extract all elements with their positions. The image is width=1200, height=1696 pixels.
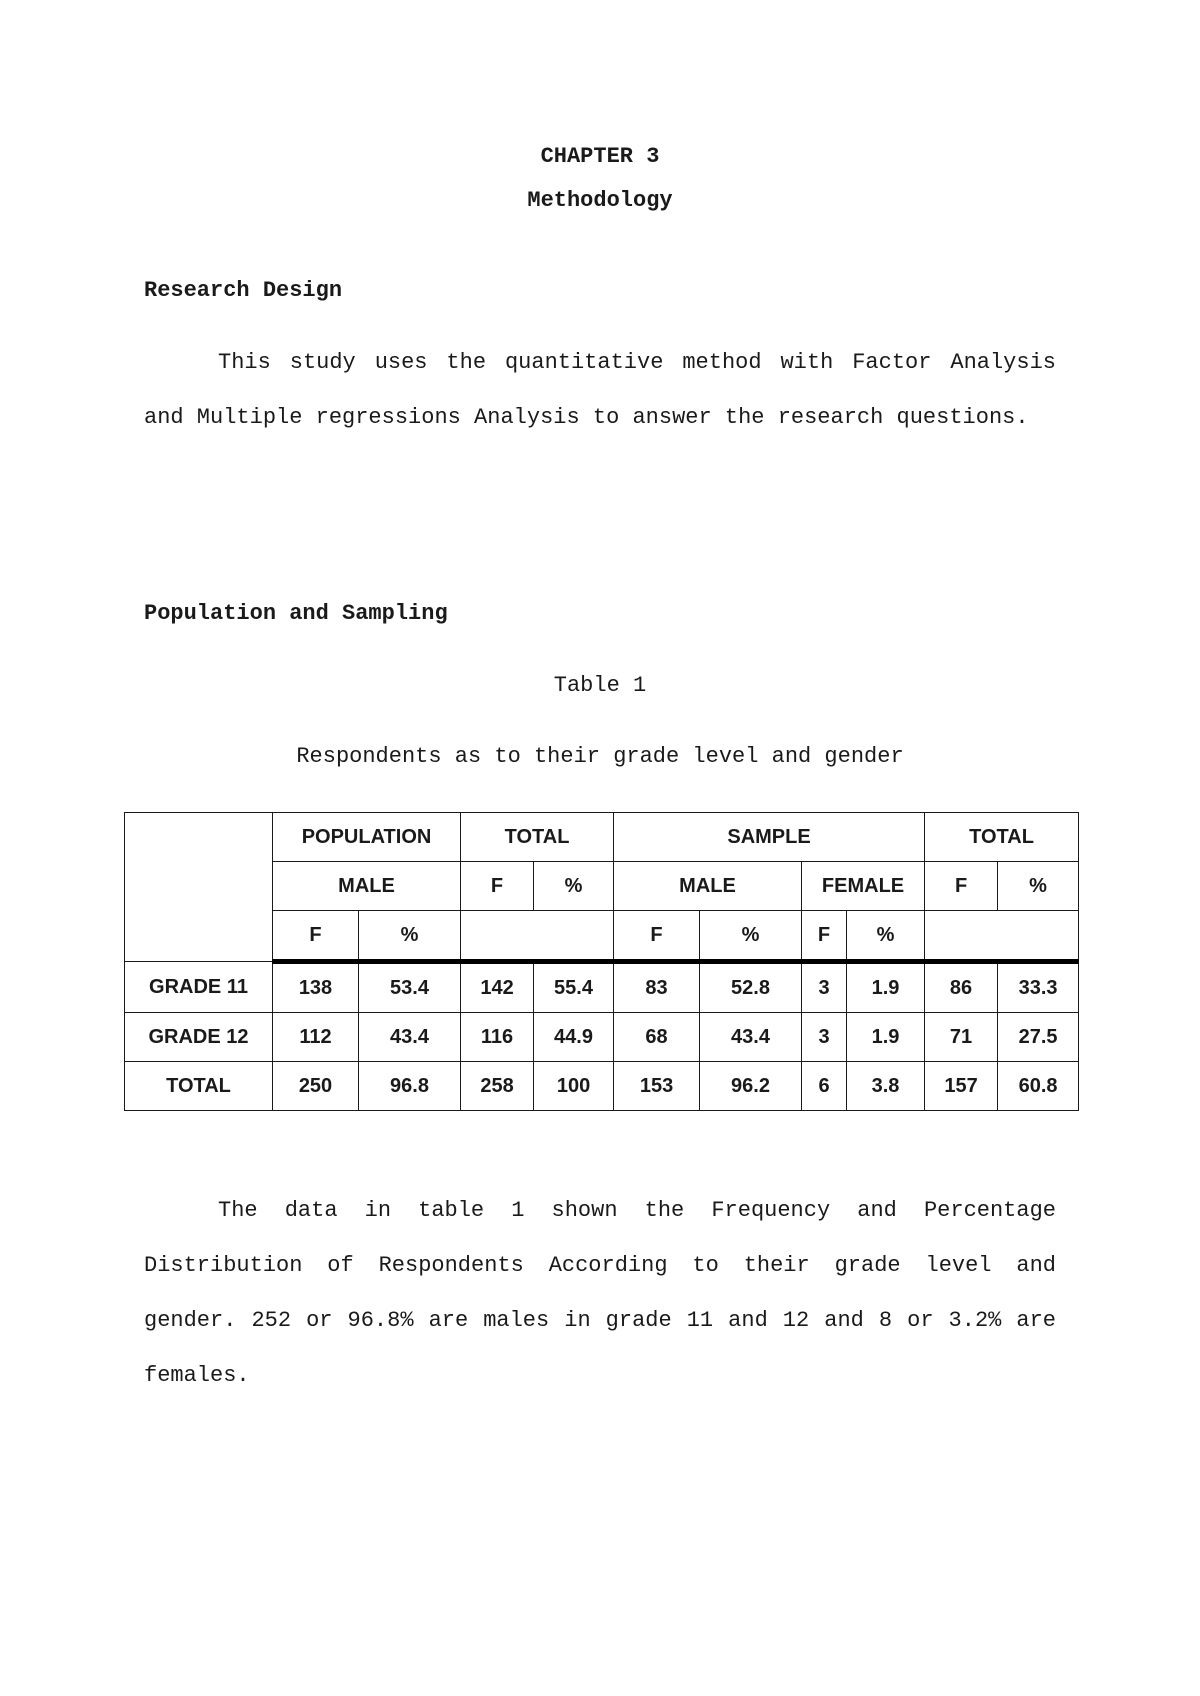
table-cell: 55.4 — [534, 962, 614, 1013]
table-cell: 3.8 — [847, 1062, 925, 1111]
table-cell: 100 — [534, 1062, 614, 1111]
table-cell: 83 — [614, 962, 700, 1013]
table-cell: 6 — [802, 1062, 847, 1111]
table-cell: 33.3 — [998, 962, 1079, 1013]
table-cell: 53.4 — [359, 962, 461, 1013]
respondents-table — [124, 812, 1079, 1111]
population-heading: Population and Sampling — [144, 601, 448, 626]
table-cell: 86 — [925, 962, 998, 1013]
table-header-cell: MALE — [273, 862, 461, 911]
table-cell: 157 — [925, 1062, 998, 1111]
table-cell: 250 — [273, 1062, 359, 1111]
research-design-text: This study uses the quantitative method with Factor Analysis and Multiple regressions Analysis to answer the research questions. — [144, 350, 1056, 430]
table-cell: 43.4 — [359, 1013, 461, 1062]
chapter-title: Methodology — [527, 188, 673, 213]
table-header-cell: % — [700, 911, 802, 962]
table-cell: 258 — [461, 1062, 534, 1111]
table-header-cell: TOTAL — [925, 813, 1079, 862]
table-header-cell: % — [534, 862, 614, 911]
table-cell: 27.5 — [998, 1013, 1079, 1062]
table-header-cell: FEMALE — [802, 862, 925, 911]
table-cell: 52.8 — [700, 962, 802, 1013]
row-label: TOTAL — [125, 1062, 273, 1111]
table-row — [125, 962, 1079, 1013]
research-design-heading: Research Design — [144, 278, 343, 303]
table-header-cell: POPULATION — [273, 813, 461, 862]
table-cell: 112 — [273, 1013, 359, 1062]
table-cell: 43.4 — [700, 1013, 802, 1062]
table-cell: 96.8 — [359, 1062, 461, 1111]
table-header-cell — [925, 911, 1079, 962]
table-row — [125, 1013, 1079, 1062]
table-cell: 71 — [925, 1013, 998, 1062]
row-label: GRADE 12 — [125, 1013, 273, 1062]
table-header-cell — [461, 911, 614, 962]
table-cell: 116 — [461, 1013, 534, 1062]
table-header-row — [125, 813, 1079, 862]
table-corner-cell — [125, 813, 273, 962]
table-cell: 1.9 — [847, 962, 925, 1013]
table-header-cell: F — [802, 911, 847, 962]
table-cell: 68 — [614, 1013, 700, 1062]
table-header-cell: F — [614, 911, 700, 962]
table-cell: 138 — [273, 962, 359, 1013]
table-header-cell: SAMPLE — [614, 813, 925, 862]
table-cell: 142 — [461, 962, 534, 1013]
table-header-cell: MALE — [614, 862, 802, 911]
chapter-number: CHAPTER 3 — [540, 144, 660, 169]
table-header-cell: F — [925, 862, 998, 911]
table-row — [125, 1062, 1079, 1111]
table-header-cell: % — [998, 862, 1079, 911]
table-cell: 60.8 — [998, 1062, 1079, 1111]
table-header-cell: TOTAL — [461, 813, 614, 862]
table-header-cell: % — [847, 911, 925, 962]
table-header-cell: % — [359, 911, 461, 962]
table-caption: Respondents as to their grade level and gender — [296, 744, 904, 769]
table-cell: 96.2 — [700, 1062, 802, 1111]
row-label: GRADE 11 — [125, 962, 273, 1013]
table-cell: 3 — [802, 962, 847, 1013]
table-cell: 44.9 — [534, 1013, 614, 1062]
data-interpretation-text: The data in table 1 shown the Frequency and Percentage Distribution of Respondents According to their grade level and gender. 252 or 96.8% are males in grade 11 and 12 and 8 or 3.2% are females. — [144, 1198, 1056, 1388]
table-header-cell: F — [461, 862, 534, 911]
table-cell: 153 — [614, 1062, 700, 1111]
research-design-paragraph — [144, 335, 1056, 445]
table-header-cell: F — [273, 911, 359, 962]
table-label: Table 1 — [553, 673, 647, 698]
table-cell: 3 — [802, 1013, 847, 1062]
table-cell: 1.9 — [847, 1013, 925, 1062]
data-interpretation-paragraph — [144, 1183, 1056, 1403]
